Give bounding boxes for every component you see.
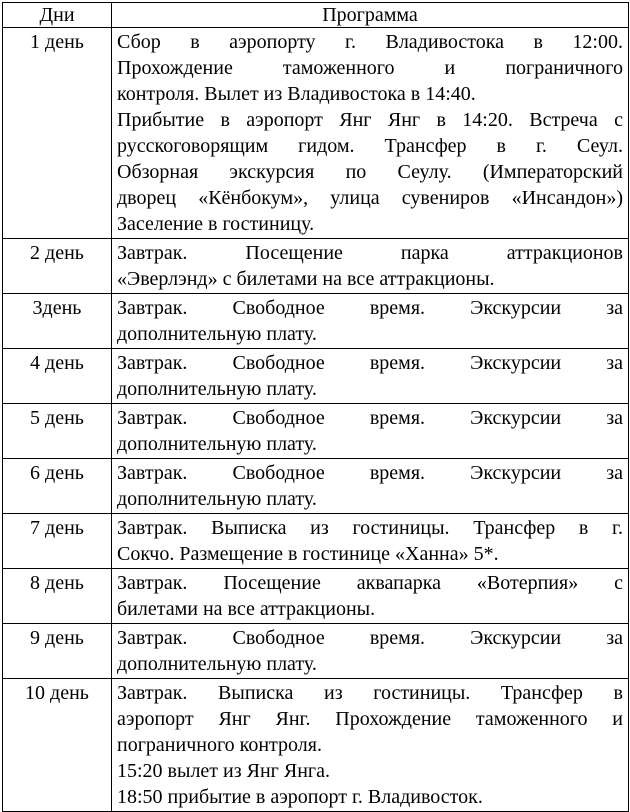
program-line: Завтрак. Посещение аквапарка «Вотерпия» с bbox=[117, 572, 623, 594]
table-row bbox=[3, 404, 629, 459]
program-paragraph bbox=[117, 29, 623, 107]
program-line: Завтрак. Выписка из гостиницы. Трансфер в г. bbox=[117, 517, 623, 539]
table-row bbox=[3, 459, 629, 514]
program-line: Завтрак. Свободное время. Экскурсии за bbox=[117, 407, 623, 429]
program-line: Обзорная экскурсия по Сеулу. (Императорский bbox=[117, 161, 623, 183]
program-line: дополнительную плату. bbox=[117, 323, 317, 345]
program-cell bbox=[112, 349, 629, 404]
table-row bbox=[3, 569, 629, 624]
itinerary-table bbox=[2, 2, 629, 812]
program-line: аэропорт Янг Янг. Прохождение таможенного и bbox=[117, 708, 623, 730]
table-header-row bbox=[3, 3, 629, 28]
program-line: билетами на все аттракционы. bbox=[117, 598, 376, 620]
program-line: 15:20 вылет из Янг Янга. bbox=[117, 760, 331, 782]
program-cell bbox=[112, 514, 629, 569]
program-line: Завтрак. Свободное время. Экскурсии за bbox=[117, 627, 623, 649]
day-cell: 10 день bbox=[3, 679, 112, 812]
program-line: дополнительную плату. bbox=[117, 653, 317, 675]
program-cell bbox=[112, 28, 629, 239]
program-line: Прибытие в аэропорт Янг Янг в 14:20. Встреча с bbox=[117, 109, 623, 131]
program-line: пограничного контроля. bbox=[117, 734, 322, 756]
program-line: Заселение в гостиницу. bbox=[117, 213, 315, 235]
program-paragraph bbox=[117, 680, 623, 758]
program-line: Завтрак. Свободное время. Экскурсии за bbox=[117, 462, 623, 484]
program-line: «Эверлэнд» с билетами на все аттракционы. bbox=[117, 268, 495, 290]
program-paragraph bbox=[117, 295, 623, 347]
program-paragraph bbox=[117, 350, 623, 402]
day-cell: 2 день bbox=[3, 239, 112, 294]
day-cell: 1 день bbox=[3, 28, 112, 239]
day-cell: 5 день bbox=[3, 404, 112, 459]
program-cell bbox=[112, 239, 629, 294]
program-paragraph bbox=[117, 784, 623, 810]
day-cell: 9 день bbox=[3, 624, 112, 679]
program-paragraph bbox=[117, 460, 623, 512]
day-cell: 7 день bbox=[3, 514, 112, 569]
table-row bbox=[3, 294, 629, 349]
program-line: дополнительную плату. bbox=[117, 378, 317, 400]
program-cell bbox=[112, 624, 629, 679]
table-row bbox=[3, 679, 629, 812]
program-line: дополнительную плату. bbox=[117, 488, 317, 510]
program-line: русскоговорящим гидом. Трансфер в г. Сеул. bbox=[117, 135, 623, 157]
program-paragraph bbox=[117, 240, 623, 292]
program-cell bbox=[112, 569, 629, 624]
program-line: Сокчо. Размещение в гостинице «Ханна» 5*. bbox=[117, 543, 499, 565]
table-row bbox=[3, 349, 629, 404]
program-cell bbox=[112, 459, 629, 514]
program-line: 18:50 прибытие в аэропорт г. Владивосток. bbox=[117, 786, 483, 808]
table-row bbox=[3, 624, 629, 679]
itinerary-body bbox=[3, 28, 629, 812]
program-line: дополнительную плату. bbox=[117, 433, 317, 455]
program-line: дворец «Кёнбокум», улица сувениров «Инсандон») bbox=[117, 187, 623, 209]
days-column-header: Дни bbox=[3, 3, 112, 28]
program-line: Прохождение таможенного и пограничного bbox=[117, 57, 623, 79]
table-row bbox=[3, 514, 629, 569]
program-paragraph bbox=[117, 405, 623, 457]
program-line: контроля. Вылет из Владивостока в 14:40. bbox=[117, 83, 476, 105]
program-paragraph bbox=[117, 570, 623, 622]
program-line: Завтрак. Свободное время. Экскурсии за bbox=[117, 352, 623, 374]
program-paragraph bbox=[117, 515, 623, 567]
day-cell: 6 день bbox=[3, 459, 112, 514]
day-cell: 3день bbox=[3, 294, 112, 349]
day-cell: 8 день bbox=[3, 569, 112, 624]
program-paragraph bbox=[117, 107, 623, 237]
program-paragraph bbox=[117, 758, 623, 784]
program-cell bbox=[112, 294, 629, 349]
program-cell bbox=[112, 404, 629, 459]
program-line: Завтрак. Посещение парка аттракционов bbox=[117, 242, 623, 264]
program-column-header: Программа bbox=[112, 3, 629, 28]
program-line: Завтрак. Выписка из гостиницы. Трансфер в bbox=[117, 682, 623, 704]
program-line: Завтрак. Свободное время. Экскурсии за bbox=[117, 297, 623, 319]
program-cell bbox=[112, 679, 629, 812]
program-paragraph bbox=[117, 625, 623, 677]
program-line: Сбор в аэропорту г. Владивостока в 12:00. bbox=[117, 31, 623, 53]
table-row bbox=[3, 28, 629, 239]
table-row bbox=[3, 239, 629, 294]
day-cell: 4 день bbox=[3, 349, 112, 404]
